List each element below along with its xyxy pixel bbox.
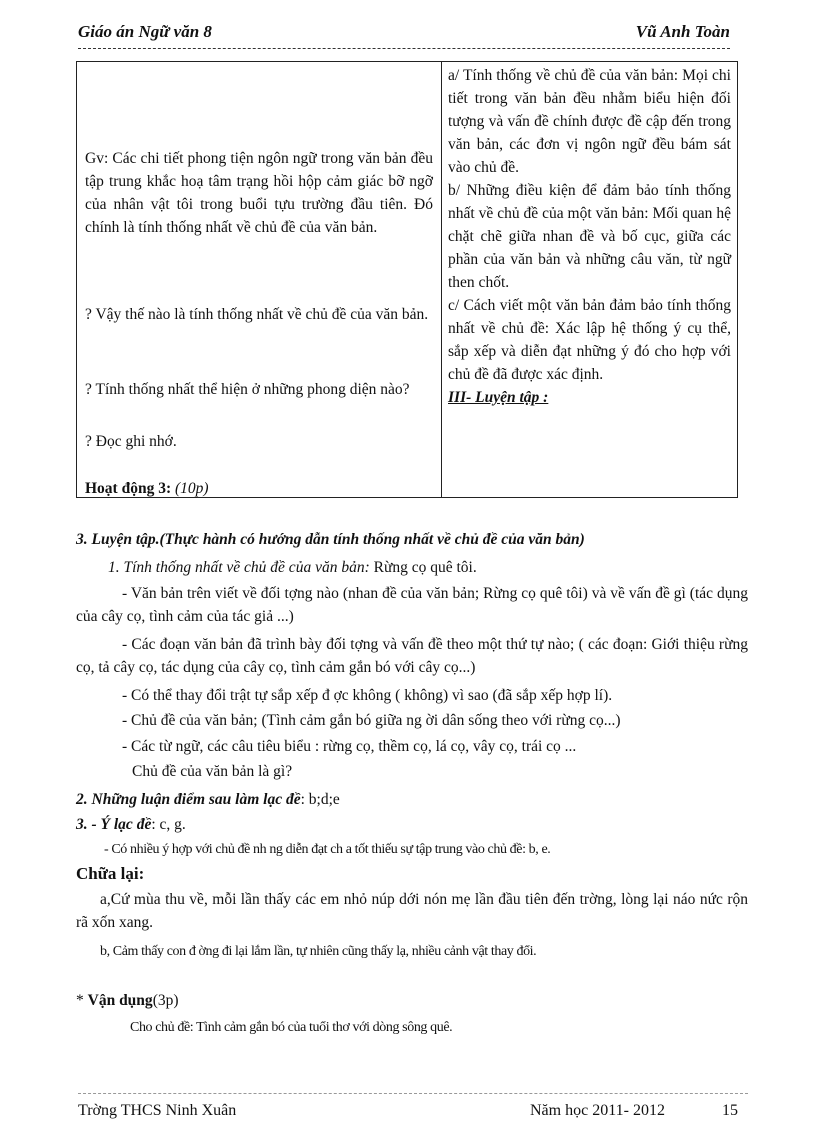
header-author: Vũ Anh Toàn xyxy=(635,22,730,41)
bullet-5: - Các từ ngữ, các câu tiêu biểu : rừng cọ, thềm cọ, lá cọ, vây cọ, trái cọ ... xyxy=(122,738,577,755)
bullet-2: - Các đoạn văn bản đã trình bày đối tợng và vấn đề theo một thứ tự nào; ( các đoạn: Giới thiệu rừng cọ, tả cây cọ, tác dụng của cây cọ, tình cảm gắn bó với cây cọ...) xyxy=(76,636,748,676)
section-3-heading: 3. Luyện tập.(Thực hành có hướng dẫn tính thống nhất về chủ đề của văn bản) xyxy=(76,531,585,548)
theme-question: Chủ đề của văn bản là gì? xyxy=(132,763,293,780)
teacher-column xyxy=(77,62,442,498)
footer-year: Năm học 2011- 2012 xyxy=(530,1102,665,1119)
question-2: ? Tính thống nhất thể hiện ở những phong diện nào? xyxy=(85,381,410,398)
bullet-1: - Văn bản trên viết về đối tợng nào (nhan đề của văn bản; Rừng cọ quê tôi) và về vấn đề gì (tác dụng của cây cọ, tình cảm của tác giả ...) xyxy=(76,585,748,625)
bullet-3: - Có thể thay đổi trật tự sắp xếp đ ợc không ( không) vì sao (đã sắp xếp hợp lí). xyxy=(122,687,613,704)
activity-label: Hoạt động 3: xyxy=(85,480,172,497)
question-1: ? Vậy thế nào là tính thống nhất về chủ đề của văn bản. xyxy=(85,306,429,323)
item-1-label: 1. Tính thống nhất về chủ đề của văn bản: xyxy=(108,559,370,576)
section-3b-label: 3. - Ý lạc đề xyxy=(76,816,152,833)
section-3-title xyxy=(76,528,748,551)
point-b: b/ Những điều kiện để đảm bảo tính thống nhất về chủ đề của một văn bản: Mối quan hệ chặt chẽ giữa nhan đề và bố cục, giữa các phần của văn bản và những câu văn, từ ngữ then chốt. xyxy=(448,182,731,291)
section-2-text: : b;d;e xyxy=(300,791,340,808)
page-footer xyxy=(78,1093,748,1118)
apply-section xyxy=(76,989,748,1012)
item-1 xyxy=(76,556,748,579)
fix-a: a,Cứ mùa thu về, mỗi lần thấy các em nhỏ núp dới nón mẹ lần đầu tiên đến trờng, lòng lại náo nức rộn rã xốn xang. xyxy=(76,891,748,931)
point-a: a/ Tính thống về chủ đề của văn bản: Mọi chi tiết trong văn bản đều nhằm biểu hiện đối tượng và vấn đề chính được đề cập đến trong văn bản, các đơn vị ngôn ngữ đều bám sát vào chủ đề. xyxy=(448,67,731,176)
practice-heading: III- Luyện tập : xyxy=(448,389,549,406)
item-1-text: Rừng cọ quê tôi. xyxy=(369,559,477,576)
content-column xyxy=(442,62,738,498)
section-2 xyxy=(76,788,748,811)
lesson-table xyxy=(76,61,738,498)
activity-time: (10p) xyxy=(175,480,209,497)
footer-school: Trờng THCS Ninh Xuân xyxy=(78,1102,237,1119)
teacher-explanation: Gv: Các chi tiết phong tiện ngôn ngữ trong văn bản đều tập trung khắc hoạ tâm trạng hồi hộp cảm giác bỡ ngỡ của nhân vật tôi trong buổi tựu trường đầu tiên. Đó chính là tính thống nhất về chủ đề của văn bản. xyxy=(85,150,433,236)
fix-b: b, Cảm thấy con đ ờng đi lại lắm lần, tự nhiên cũng thấy lạ, nhiều cảnh vật thay đổi. xyxy=(100,944,537,959)
apply-star: * xyxy=(76,992,84,1009)
bullet-4: - Chủ đề của văn bản; (Tình cảm gắn bó giữa ng ời dân sống theo với rừng cọ...) xyxy=(122,712,621,729)
header-subject: Giáo án Ngữ văn 8 xyxy=(78,22,212,41)
fix-title xyxy=(76,862,748,886)
page-header xyxy=(78,20,730,49)
section-3b-text: : c, g. xyxy=(151,816,186,833)
page-number: 15 xyxy=(722,1102,738,1119)
apply-time: (3p) xyxy=(152,992,179,1009)
question-3: ? Đọc ghi nhớ. xyxy=(85,433,177,450)
section-3b-note: - Có nhiều ý hợp với chủ đề nh ng diễn đạt ch a tốt thiếu sự tập trung vào chủ đề: b, e. xyxy=(104,842,551,857)
fix-heading: Chữa lại: xyxy=(76,864,145,883)
section-3b xyxy=(76,813,748,836)
section-2-label: 2. Những luận điểm sau làm lạc đề xyxy=(76,791,301,808)
point-c: c/ Cách viết một văn bản đảm bảo tính thống nhất về chủ đề: Xác lập hệ thống ý cụ thể, sắp xếp và diễn đạt những ý đó cho hợp với chủ đề đã được xác định. xyxy=(448,297,731,383)
apply-text: Cho chủ đề: Tình cảm gắn bó của tuổi thơ với dòng sông quê. xyxy=(130,1020,453,1035)
apply-label: Vận dụng xyxy=(87,992,153,1009)
activity-3 xyxy=(85,477,433,500)
